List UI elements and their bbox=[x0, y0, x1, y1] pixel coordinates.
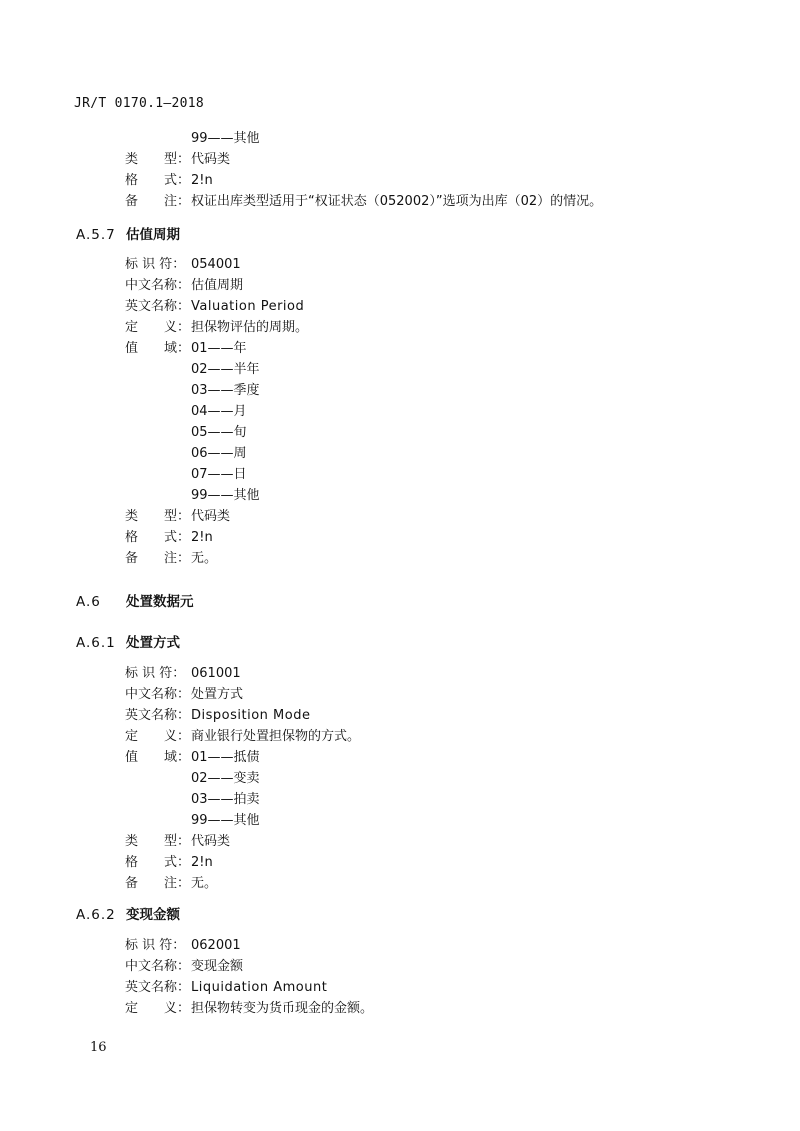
english-name-row bbox=[125, 299, 304, 315]
chinese-name-label: 中文名称： bbox=[125, 687, 191, 702]
identifier-label: 标 识 符： bbox=[125, 938, 186, 953]
identifier-value: 061001 bbox=[191, 666, 241, 681]
definition-row bbox=[125, 320, 308, 336]
domain-value-item: 01——抵债 bbox=[191, 750, 260, 765]
section-heading-a6 bbox=[76, 594, 194, 610]
english-name-value: Disposition Mode bbox=[191, 708, 311, 723]
english-name-value: Liquidation Amount bbox=[191, 980, 328, 995]
note-label: 备 注： bbox=[125, 876, 191, 891]
domain-label: 值 域： bbox=[125, 341, 191, 356]
english-name-row bbox=[125, 980, 327, 996]
section-title: 处置数据元 bbox=[126, 594, 194, 610]
identifier-value: 054001 bbox=[191, 257, 241, 272]
definition-value: 担保物转变为货币现金的金额。 bbox=[191, 1001, 374, 1016]
type-value: 代码类 bbox=[191, 509, 231, 524]
domain-label: 值 域： bbox=[125, 750, 191, 765]
note-row bbox=[125, 194, 602, 210]
section-heading-a62 bbox=[76, 907, 180, 923]
section-number: A.6 bbox=[76, 594, 101, 610]
chinese-name-row bbox=[125, 687, 243, 703]
domain-row bbox=[125, 341, 191, 357]
note-row bbox=[125, 551, 217, 567]
domain-value-item: 06——周 bbox=[191, 446, 247, 461]
chinese-name-value: 变现金额 bbox=[191, 959, 244, 974]
note-value: 无。 bbox=[191, 876, 218, 891]
domain-value-item: 04——月 bbox=[191, 404, 247, 419]
english-name-label: 英文名称： bbox=[125, 708, 191, 723]
definition-value: 商业银行处置担保物的方式。 bbox=[191, 729, 361, 744]
definition-row bbox=[125, 1001, 373, 1017]
chinese-name-label: 中文名称： bbox=[125, 959, 191, 974]
chinese-name-value: 处置方式 bbox=[191, 687, 244, 702]
definition-label: 定 义： bbox=[125, 320, 191, 335]
domain-value-item: 03——季度 bbox=[191, 383, 260, 398]
chinese-name-row bbox=[125, 959, 243, 975]
english-name-value: Valuation Period bbox=[191, 299, 305, 314]
type-row bbox=[125, 509, 230, 525]
format-value: 2!n bbox=[191, 855, 213, 870]
type-row bbox=[125, 152, 230, 168]
chinese-name-row bbox=[125, 278, 243, 294]
domain-value-item: 01——年 bbox=[191, 341, 247, 356]
section-heading-a61 bbox=[76, 635, 180, 651]
section-heading-a57 bbox=[76, 227, 180, 243]
domain-row bbox=[125, 750, 191, 766]
definition-row bbox=[125, 729, 360, 745]
document-id-header: JR/T 0170.1—2018 bbox=[74, 96, 205, 111]
domain-value-item: 99——其他 bbox=[191, 813, 260, 828]
definition-label: 定 义： bbox=[125, 729, 191, 744]
domain-value-item: 99——其他 bbox=[191, 131, 260, 146]
format-row bbox=[125, 855, 213, 871]
type-label: 类 型： bbox=[125, 509, 191, 524]
format-row bbox=[125, 530, 213, 546]
note-label: 备 注： bbox=[125, 194, 191, 209]
section-title: 变现金额 bbox=[126, 907, 180, 923]
identifier-row bbox=[125, 938, 241, 954]
format-label: 格 式： bbox=[125, 855, 191, 870]
domain-value-item: 99——其他 bbox=[191, 488, 260, 503]
note-value: 无。 bbox=[191, 551, 218, 566]
domain-value-item: 03——拍卖 bbox=[191, 792, 260, 807]
identifier-value: 062001 bbox=[191, 938, 241, 953]
section-number: A.5.7 bbox=[76, 227, 116, 243]
identifier-label: 标 识 符： bbox=[125, 666, 186, 681]
note-label: 备 注： bbox=[125, 551, 191, 566]
note-value: 权证出库类型适用于“权证状态（052002）”选项为出库（02）的情况。 bbox=[191, 194, 603, 209]
type-value: 代码类 bbox=[191, 152, 231, 167]
definition-label: 定 义： bbox=[125, 1001, 191, 1016]
domain-value-item: 07——日 bbox=[191, 467, 247, 482]
identifier-row bbox=[125, 666, 241, 682]
identifier-row bbox=[125, 257, 241, 273]
page-number: 16 bbox=[90, 1040, 107, 1055]
section-title: 处置方式 bbox=[126, 635, 180, 651]
format-value: 2!n bbox=[191, 530, 213, 545]
type-row bbox=[125, 834, 230, 850]
format-row bbox=[125, 173, 213, 189]
domain-value-item: 02——半年 bbox=[191, 362, 260, 377]
section-number: A.6.1 bbox=[76, 635, 116, 651]
format-label: 格 式： bbox=[125, 173, 191, 188]
section-number: A.6.2 bbox=[76, 907, 116, 923]
domain-value-item: 05——旬 bbox=[191, 425, 247, 440]
format-value: 2!n bbox=[191, 173, 213, 188]
definition-value: 担保物评估的周期。 bbox=[191, 320, 309, 335]
chinese-name-value: 估值周期 bbox=[191, 278, 244, 293]
type-label: 类 型： bbox=[125, 834, 191, 849]
chinese-name-label: 中文名称： bbox=[125, 278, 191, 293]
type-value: 代码类 bbox=[191, 834, 231, 849]
note-row bbox=[125, 876, 217, 892]
format-label: 格 式： bbox=[125, 530, 191, 545]
english-name-row bbox=[125, 708, 310, 724]
type-label: 类 型： bbox=[125, 152, 191, 167]
english-name-label: 英文名称： bbox=[125, 299, 191, 314]
english-name-label: 英文名称： bbox=[125, 980, 191, 995]
identifier-label: 标 识 符： bbox=[125, 257, 186, 272]
section-title: 估值周期 bbox=[126, 227, 180, 243]
domain-value-item: 02——变卖 bbox=[191, 771, 260, 786]
